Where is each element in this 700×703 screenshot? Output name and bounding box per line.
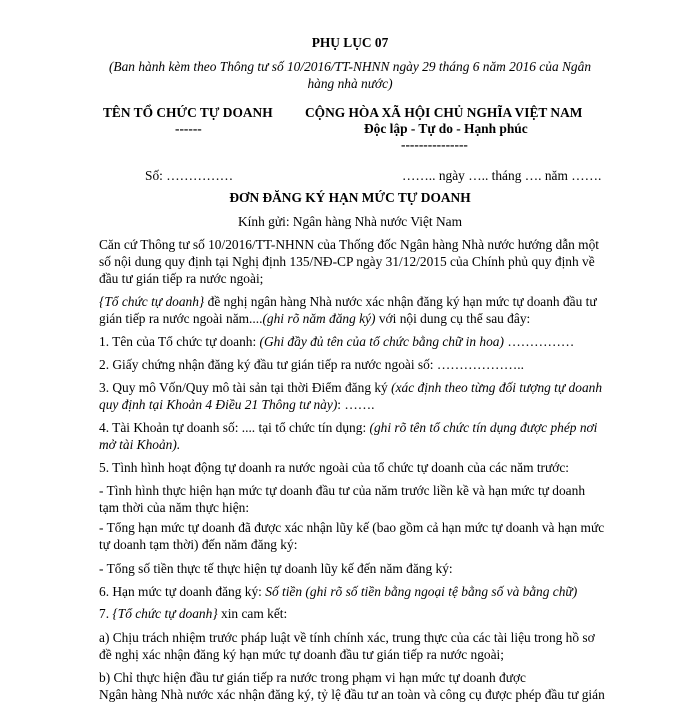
request-line1-text: đề nghị ngân hàng Nhà nước xác nhận đăng ký hạn mức tự doanh đầu tư	[204, 294, 597, 309]
item-3-hint1: (xác định theo từng đối tượng tự doanh	[391, 380, 603, 395]
item-3-line2	[99, 397, 374, 413]
item-1-hint: (Ghi đầy đủ tên của tổ chức bằng chữ in hoa)	[259, 334, 504, 349]
item-5a-line2: tạm thời của năm thực hiện:	[99, 500, 250, 515]
item-7-num: 7.	[99, 606, 113, 621]
commit-a-line1: a) Chịu trách nhiệm trước pháp luật về tính chính xác, trung thực của các tài liệu trong hồ sơ	[99, 630, 595, 645]
item-5a-line1: - Tình hình thực hiện hạn mức tự doanh đầu tư của năm trước liền kề và hạn mức tự doanh	[99, 483, 586, 498]
item-3-text: 3. Quy mô Vốn/Quy mô tài sản tại thời Điểm đăng ký	[99, 380, 392, 395]
commit-b-line2: Ngân hàng Nhà nước xác nhận đăng ký, tỷ lệ đầu tư an toàn và công cụ được phép đầu tư gián	[99, 687, 605, 702]
request-line2	[99, 311, 530, 327]
request-line1	[99, 294, 597, 310]
issued-note-line1: (Ban hành kèm theo Thông tư số 10/2016/TT-NHNN ngày 29 tháng 6 năm 2016 của Ngân	[108, 59, 592, 74]
item-3-line1	[99, 380, 602, 396]
appendix-title: PHỤ LỤC 07	[311, 35, 389, 50]
basis-line3: đầu tư gián tiếp ra nước ngoài;	[99, 271, 264, 286]
document-number: Số: ……………	[145, 168, 234, 183]
item-3-dots: : …….	[337, 397, 375, 412]
item-4-hint1: (ghi rõ tên tổ chức tín dụng được phép nơi	[369, 420, 598, 435]
request-line2-b: với nội dung cụ thể sau đây:	[375, 311, 531, 326]
item-6-text: 6. Hạn mức tự doanh đăng ký:	[99, 584, 266, 599]
item-4-hint2: mở tài Khoản).	[99, 437, 181, 452]
basis-line2: số nội dung quy định tại Nghị định 135/NĐ-CP ngày 31/12/2015 của Chính phủ quy định về	[99, 254, 595, 269]
item-7-org: {Tổ chức tự doanh}	[112, 606, 218, 621]
item-5b-line1: - Tổng hạn mức tự doanh đã được xác nhận lũy kế (bao gồm cả hạn mức tự doanh và hạn mức	[99, 520, 605, 535]
document-date: …….. ngày ….. tháng …. năm …….	[402, 168, 602, 183]
org-placeholder: {Tổ chức tự doanh}	[99, 294, 205, 309]
republic-motto: Độc lập - Tự do - Hạnh phúc	[364, 121, 528, 136]
item-6-hint: Số tiền (ghi rõ số tiền bằng ngoại tệ bằng số và bằng chữ)	[265, 584, 578, 599]
commit-b-line1: b) Chỉ thực hiện đầu tư gián tiếp ra nước trong phạm vi hạn mức tự doanh được	[99, 670, 526, 685]
org-dashes: ------	[175, 121, 202, 136]
republic-name: CỘNG HÒA XÃ HỘI CHỦ NGHĨA VIỆT NAM	[305, 105, 583, 120]
issued-note-line2: hàng nhà nước)	[307, 76, 393, 91]
recipient: Kính gửi: Ngân hàng Nhà nước Việt Nam	[238, 214, 462, 229]
item-1-dots: ……………	[503, 334, 575, 349]
form-title: ĐƠN ĐĂNG KÝ HẠN MỨC TỰ DOANH	[229, 190, 471, 205]
commit-a-line2: đề nghị xác nhận đăng ký hạn mức tự doanh đầu tư gián tiếp ra nước ngoài;	[99, 647, 504, 662]
item-7	[99, 606, 287, 622]
item-5c: - Tổng số tiền thực tế thực hiện tự doanh lũy kế đến năm đăng ký:	[99, 561, 453, 576]
org-name: TÊN TỔ CHỨC TỰ DOANH	[103, 105, 273, 120]
item-1-text: 1. Tên của Tổ chức tự doanh:	[99, 334, 260, 349]
item-6	[99, 584, 577, 600]
item-7-text: xin cam kết:	[217, 606, 288, 621]
item-4-line1	[99, 420, 597, 436]
item-3-hint2: quy định tại Khoản 4 Điều 21 Thông tư này)	[99, 397, 338, 412]
republic-dashes: ---------------	[401, 137, 468, 152]
item-2: 2. Giấy chứng nhận đăng ký đầu tư gián tiếp ra nước ngoài số: ………………..	[99, 357, 524, 372]
item-5b-line2: tự doanh tạm thời) đến năm đăng ký:	[99, 537, 298, 552]
year-placeholder: (ghi rõ năm đăng ký)	[262, 311, 376, 326]
item-5: 5. Tình hình hoạt động tự doanh ra nước ngoài của tổ chức tự doanh của các năm trước:	[99, 460, 570, 475]
item-1	[99, 334, 574, 350]
basis-line1: Căn cứ Thông tư số 10/2016/TT-NHNN của Thống đốc Ngân hàng Nhà nước hướng dẫn một	[99, 237, 600, 252]
item-4-text: 4. Tài Khoản tự doanh số: .... tại tổ chức tín dụng:	[99, 420, 370, 435]
request-line2-a: gián tiếp ra nước ngoài năm....	[99, 311, 263, 326]
